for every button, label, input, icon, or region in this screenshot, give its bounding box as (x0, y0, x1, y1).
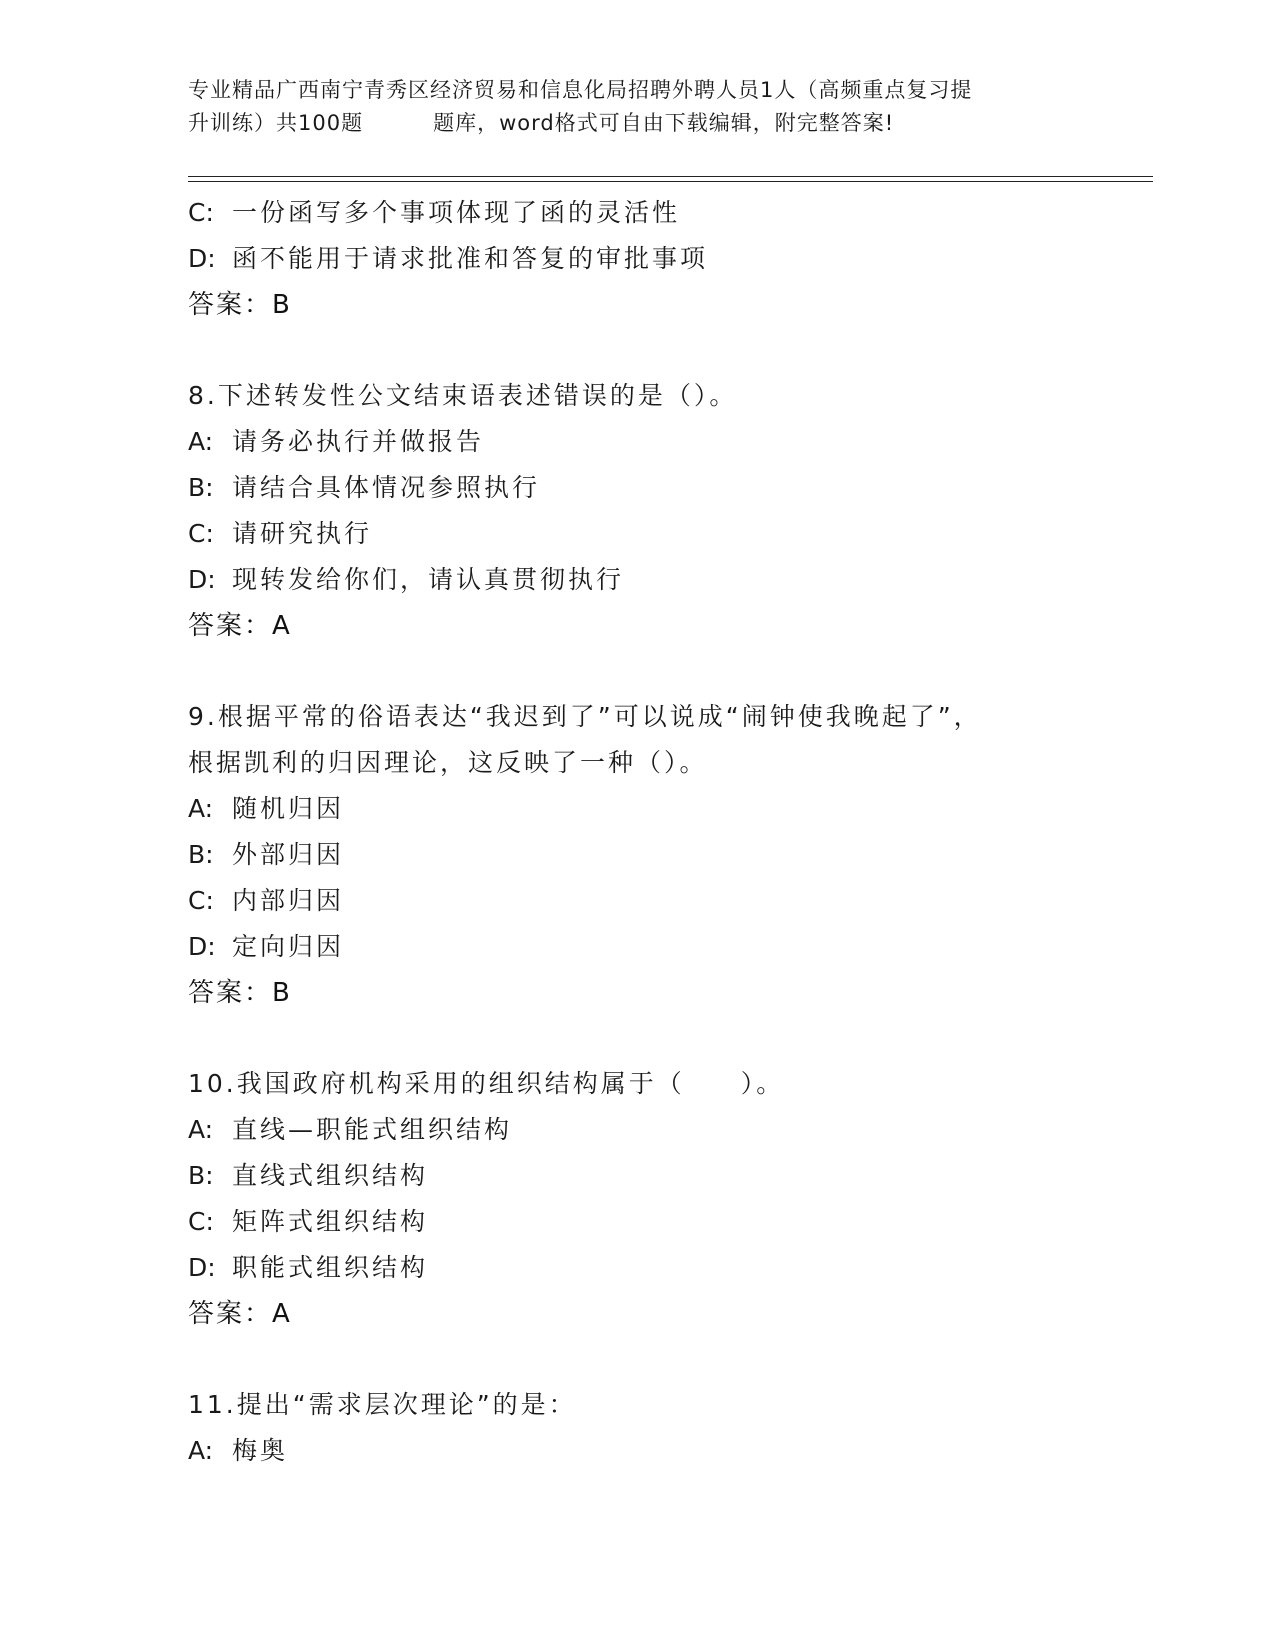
answer-line: 答案：A (188, 1299, 292, 1329)
option-key: C: (188, 886, 214, 915)
option-a (188, 1428, 1148, 1474)
option-key: C: (188, 519, 214, 548)
option-text: 外部归因 (232, 840, 345, 869)
header-line-1: 专业精品广西南宁青秀区经济贸易和信息化局招聘外聘人员1人（高频重点复习提 (188, 78, 973, 102)
option-text: 职能式组织结构 (232, 1253, 429, 1282)
option-text: 随机归因 (232, 794, 345, 823)
answer-line: 答案：B (188, 290, 292, 320)
option-text: 内部归因 (232, 886, 345, 915)
option-key: C: (188, 1207, 214, 1236)
header-line-2-part-2: 题库，word格式可自由下载编辑，附完整答案! (433, 111, 895, 135)
option-key: A: (188, 427, 214, 456)
option-d (188, 924, 1148, 970)
question-stem: 10.我国政府机构采用的组织结构属于（ ）。 (188, 1069, 785, 1098)
document-header (188, 74, 1088, 140)
option-text: 矩阵式组织结构 (232, 1207, 429, 1236)
question-stem: 11.提出“需求层次理论”的是： (188, 1390, 577, 1419)
question-9 (188, 694, 1148, 1016)
option-text: 请研究执行 (232, 519, 373, 548)
option-text: 现转发给你们，请认真贯彻执行 (232, 565, 625, 594)
header-line-2-part-1: 升训练）共100题 (188, 111, 364, 135)
option-text: 直线式组织结构 (232, 1161, 429, 1190)
header-divider-top (188, 176, 1153, 177)
question-10 (188, 1061, 1148, 1337)
option-c (188, 190, 1148, 236)
option-key: B: (188, 840, 214, 869)
option-text: 函不能用于请求批准和答复的审批事项 (232, 244, 709, 273)
option-b (188, 465, 1148, 511)
option-key: D: (188, 932, 216, 961)
question-stem-continued: 根据凯利的归因理论，这反映了一种（）。 (188, 748, 708, 777)
header-divider-bottom (188, 181, 1153, 182)
option-key: A: (188, 1436, 214, 1465)
option-a (188, 786, 1148, 832)
option-a (188, 1107, 1148, 1153)
option-key: D: (188, 244, 216, 273)
option-key: B: (188, 473, 214, 502)
question-11 (188, 1382, 1148, 1474)
option-text: 定向归因 (232, 932, 345, 961)
option-d (188, 557, 1148, 603)
answer-line: 答案：A (188, 611, 292, 641)
option-b (188, 1153, 1148, 1199)
question-stem: 8.下述转发性公文结束语表述错误的是（）。 (188, 381, 738, 410)
option-c (188, 511, 1148, 557)
question-partial (188, 190, 1148, 328)
option-c (188, 878, 1148, 924)
option-b (188, 832, 1148, 878)
option-key: D: (188, 565, 216, 594)
option-a (188, 419, 1148, 465)
option-text: 一份函写多个事项体现了函的灵活性 (232, 198, 681, 227)
option-d (188, 236, 1148, 282)
option-key: D: (188, 1253, 216, 1282)
header-line-2 (188, 107, 1088, 140)
option-text: 请结合具体情况参照执行 (232, 473, 541, 502)
answer-line: 答案：B (188, 978, 292, 1008)
question-list (188, 190, 1148, 1474)
option-key: A: (188, 1115, 214, 1144)
option-c (188, 1199, 1148, 1245)
question-8 (188, 373, 1148, 649)
option-text: 请务必执行并做报告 (232, 427, 485, 456)
option-key: A: (188, 794, 214, 823)
option-d (188, 1245, 1148, 1291)
option-key: C: (188, 198, 214, 227)
option-text: 梅奥 (232, 1436, 289, 1465)
option-key: B: (188, 1161, 214, 1190)
option-text: 直线—职能式组织结构 (232, 1115, 513, 1144)
question-stem: 9.根据平常的俗语表达“我迟到了”可以说成“闹钟使我晚起了”， (188, 702, 982, 731)
